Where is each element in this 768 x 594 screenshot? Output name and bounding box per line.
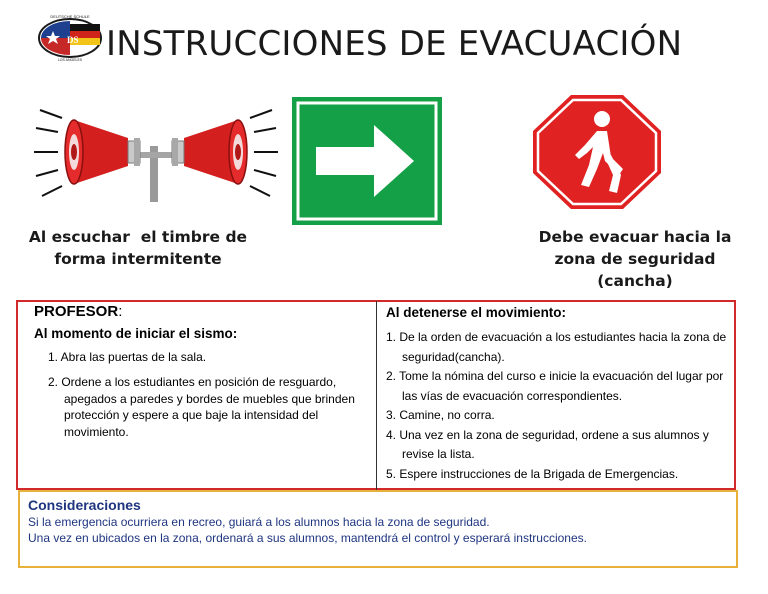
consideraciones-line-2: Una vez en ubicados en la zona, ordenará a sus alumnos, mantendrá el control y esperará instrucciones. bbox=[28, 531, 587, 545]
caption-evacuate-line2: zona de seguridad bbox=[554, 250, 716, 268]
school-crest-icon bbox=[36, 12, 104, 62]
caption-evacuate bbox=[530, 226, 740, 292]
movimiento-item-2: 2. Tome la nómina del curso e inicie la evacuación del lugar por las vías de evacuación correspondientes. bbox=[386, 369, 724, 403]
caption-evacuate-line1: Debe evacuar hacia la bbox=[538, 228, 732, 246]
movimiento-subheading: Al detenerse el movimiento: bbox=[386, 305, 567, 320]
exit-arrow-sign-icon bbox=[292, 97, 442, 225]
pedestrian-stop-sign-icon bbox=[533, 95, 661, 209]
caption-alarm-line1: Al escuchar el timbre de bbox=[28, 228, 248, 246]
caption-alarm-line2: forma intermitente bbox=[54, 250, 222, 268]
profesor-item-2: 2. Ordene a los estudiantes en posición de resguardo, apegados a paredes y bordes de muebles que brinden protección y espere a que baje la intensidad del movimiento. bbox=[48, 375, 355, 439]
consideraciones-text bbox=[28, 514, 587, 546]
page-title: INSTRUCCIONES DE EVACUACIÓN bbox=[106, 24, 683, 64]
movimiento-item-5: 5. Espere instrucciones de la Brigada de Emergencias. bbox=[386, 466, 679, 481]
alarm-sirens-icon bbox=[34, 108, 278, 204]
logo-monogram: DS bbox=[67, 35, 79, 45]
logo-bottom-text: LOS ANGELES bbox=[57, 58, 83, 62]
caption-evacuate-line3: (cancha) bbox=[597, 272, 673, 290]
consideraciones-line-1: Si la emergencia ocurriera en recreo, guiará a los alumnos hacia la zona de seguridad. bbox=[28, 515, 490, 529]
movimiento-item-1: 1. De la orden de evacuación a los estudiantes hacia la zona de seguridad(cancha). bbox=[386, 330, 727, 364]
profesor-heading bbox=[34, 303, 122, 320]
profesor-item-1: 1. Abra las puertas de la sala. bbox=[48, 350, 207, 364]
profesor-colon: : bbox=[118, 303, 123, 320]
profesor-subheading: Al momento de iniciar el sismo: bbox=[34, 326, 238, 341]
movimiento-item-3: 3. Camine, no corra. bbox=[386, 408, 495, 422]
consideraciones-title: Consideraciones bbox=[28, 497, 141, 513]
caption-alarm bbox=[20, 226, 256, 270]
movimiento-list bbox=[386, 328, 731, 484]
profesor-label: PROFESOR bbox=[34, 303, 119, 320]
movimiento-item-4: 4. Una vez en la zona de seguridad, ordene a sus alumnos y revise la lista. bbox=[386, 427, 709, 461]
logo-top-text: DEUTSCHE SCHULE bbox=[50, 14, 90, 19]
